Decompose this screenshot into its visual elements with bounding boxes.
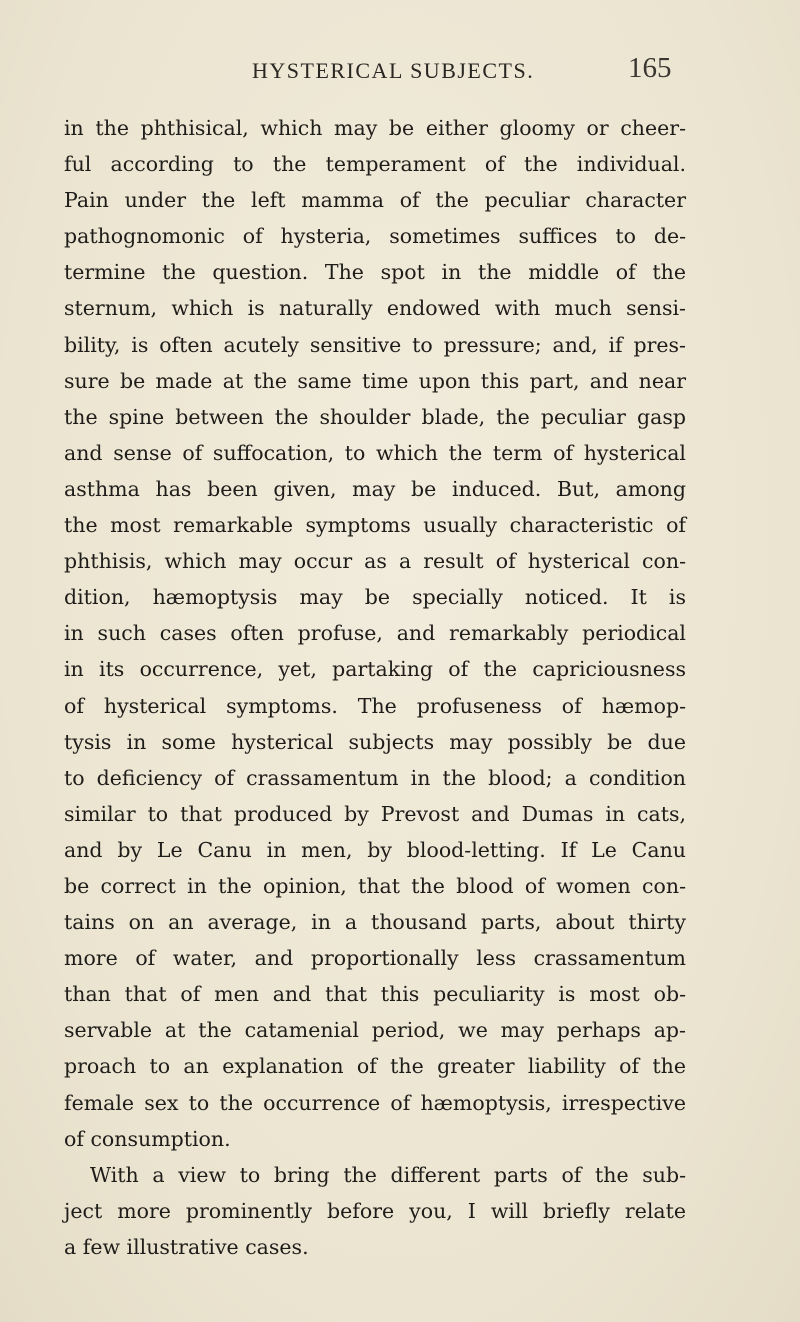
text-line: the spine between the shoulder blade, the peculiar gasp bbox=[64, 404, 686, 429]
text-line: tysis in some hysterical subjects may possibly be due bbox=[64, 729, 686, 754]
text-line: female sex to the occurrence of hæmoptysis, irrespective bbox=[64, 1090, 686, 1115]
body-text bbox=[64, 110, 686, 1265]
text-line: ful according to the temperament of the individual. bbox=[64, 152, 686, 177]
paragraph-end-line: a few illustrative cases. bbox=[64, 1234, 309, 1259]
text-line: in such cases often profuse, and remarkably periodical bbox=[64, 621, 686, 646]
text-line: in its occurrence, yet, partaking of the capriciousness bbox=[64, 657, 686, 682]
text-line: more of water, and proportionally less crassamentum bbox=[64, 946, 686, 971]
text-line: and sense of suffocation, to which the term of hysterical bbox=[64, 440, 686, 465]
paragraph-end-line: of consumption. bbox=[64, 1126, 231, 1151]
text-line: tains on an average, in a thousand parts, about thirty bbox=[64, 910, 686, 935]
text-line: than that of men and that this peculiarity is most ob- bbox=[64, 982, 686, 1007]
text-line: in the phthisical, which may be either gloomy or cheer- bbox=[64, 116, 686, 140]
text-line: servable at the catamenial period, we may perhaps ap- bbox=[64, 1018, 686, 1043]
text-line: to deficiency of crassamentum in the blood; a condition bbox=[64, 765, 686, 790]
text-line: proach to an explanation of the greater liability of the bbox=[64, 1054, 686, 1079]
running-head bbox=[0, 52, 800, 88]
text-line: and by Le Canu in men, by blood-letting. If Le Canu bbox=[64, 837, 686, 862]
text-line: ject more prominently before you, I will briefly relate bbox=[64, 1198, 686, 1223]
text-line: asthma has been given, may be induced. But, among bbox=[64, 476, 686, 501]
text-line: bility, is often acutely sensitive to pressure; and, if pres- bbox=[64, 332, 686, 357]
text-line: sure be made at the same time upon this part, and near bbox=[64, 368, 686, 393]
text-line: of hysterical symptoms. The profuseness of hæmop- bbox=[64, 693, 686, 718]
text-line: similar to that produced by Prevost and Dumas in cats, bbox=[64, 801, 686, 826]
page-number: 165 bbox=[628, 52, 672, 84]
text-line: Pain under the left mamma of the peculiar character bbox=[64, 188, 686, 213]
text-line: sternum, which is naturally endowed with much sensi- bbox=[64, 296, 686, 321]
running-title: HYSTERICAL SUBJECTS. bbox=[252, 58, 535, 83]
text-line: phthisis, which may occur as a result of hysterical con- bbox=[64, 549, 686, 574]
text-line: the most remarkable symptoms usually characteristic of bbox=[64, 513, 686, 538]
paragraph-start-line: With a view to bring the different parts of the sub- bbox=[90, 1162, 686, 1187]
text-line: termine the question. The spot in the middle of the bbox=[64, 260, 686, 285]
text-line: dition, hæmoptysis may be specially noticed. It is bbox=[64, 585, 686, 610]
text-line: pathognomonic of hysteria, sometimes suffices to de- bbox=[64, 224, 686, 249]
text-line: be correct in the opinion, that the blood of women con- bbox=[64, 873, 686, 898]
